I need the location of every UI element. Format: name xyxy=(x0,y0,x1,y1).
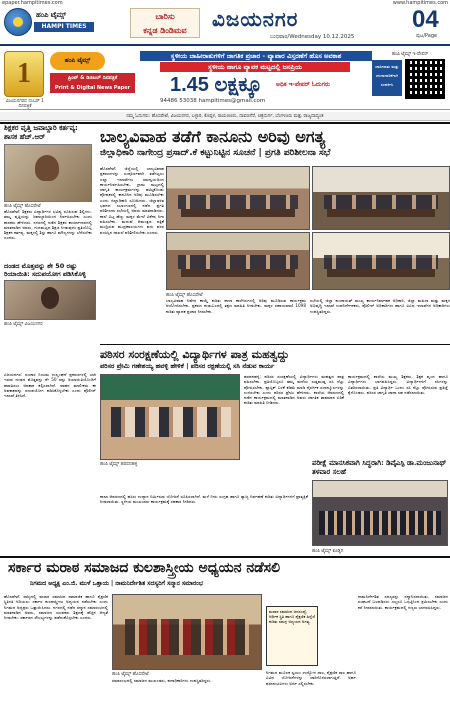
cmyk-marks-right xyxy=(414,707,446,714)
lead-photo-grid xyxy=(166,166,450,290)
hampi-times-logo-icon xyxy=(4,8,32,36)
lead-photo-3 xyxy=(166,232,310,290)
ad-readership-tail: ಅಧಿಕ ಇ-ಪೇಪರ್ ಓದುಗರು xyxy=(276,81,331,88)
fine-story-body: ವಿಜಯನಗರ: ಸಂಚಾರ ನಿಯಮ ಉಲ್ಲಂಘನೆ ಪ್ರಕರಣಗಳಲ್ಲಿ ಬಾಕಿ ಇರುವ ದಂಡದ ಮೊತ್ತವನ್ನು ಶೇ 50 ರಷ್ಟು ರಿಯಾಯಿತಿಯೊಂದಿಗೆ ಪಾವತಿಸಲು ಅವಕಾಶ ಕಲ್ಪಿಸಲಾಗಿದೆ. ವಾಹನ ಮಾಲೀಕರು ಈ ಅವಕಾಶವನ್ನು ಸದುಪಯೋಗ ಪಡಿಸಿಕೊಳ್ಳಬೇಕು ಎಂದು ಪೊಲೀಸ್ ಇಲಾಖೆ ತಿಳಿಸಿದೆ. xyxy=(4,372,96,399)
print-label-english: Print & Digital News Paper xyxy=(54,85,131,91)
tagline-line-2: ಕನ್ನಡ ಡಿಂಡಿಮವ xyxy=(143,25,187,35)
ad-headline-1: ಸ್ಥಳೀಯ ಜಾಹೀರಾತುಗಳಿಗೆ ಜಾಗತಿಕ ಪ್ರಚಾರ - ವ್ಯಾಪಾರ ವಿಸ್ತರಣೆಗೆ ಹೊಸ ಅವಕಾಶ xyxy=(140,51,372,61)
second-story-subhead: ಪರಿಸರ ಪ್ರೇಮಿ ಗಣೇಶಯ್ಯ ಹವಳ್ಳಿ ಹೇಳಿಕೆ | ಪರಿಸರ ರಕ್ಷಣೆಯಲ್ಲಿ ಸಸಿ ನೆಡುವ ಕಾರ್ಯ xyxy=(100,362,275,370)
second-story-column-2: ಕಾರ್ಯಕ್ರಮದಲ್ಲಿ ಶಾಲೆಯ ಮುಖ್ಯ ಶಿಕ್ಷಕರು, ಶಿಕ್ಷಕ ವೃಂದ ಹಾಗೂ ವಿದ್ಯಾರ್ಥಿಗಳು ಭಾಗವಹಿಸಿದ್ದರು. ವಿದ್ಯಾರ್ಥಿಗಳಿಗೆ ಸಸಿಗಳನ್ನು ವಿತರಿಸಲಾಯಿತು. ಪ್ರತಿ ವಿದ್ಯಾರ್ಥಿ ಒಂದು ಸಸಿ ನೆಟ್ಟು ಪೋಷಿಸುವ ಪ್ರತಿಜ್ಞೆ ಕೈಗೊಂಡರು. ಪರಿಸರ ಜಾಗೃತಿ ಜಾಥಾ ಸಹ ನಡೆಸಲಾಯಿತು. xyxy=(348,374,448,395)
epaper-url[interactable]: epaper.hampitimes.com xyxy=(2,0,63,6)
qr-code-icon[interactable] xyxy=(405,59,445,99)
masthead xyxy=(0,7,450,49)
lead-subhead: ಜಿಲ್ಲಾಧಿಕಾರಿ ನಾಗೇಂದ್ರ ಪ್ರಸಾದ್.ಕೆ ಕಟ್ಟುನಿಟ್ಟಿನ ಸೂಚನೆ | ಪ್ರಗತಿ ಪರಿಶೀಲನಾ ಸಭೆ xyxy=(100,148,331,158)
second-story-caption: ಹಂಪಿ ಟೈಮ್ಸ್ ಹರಪನಹಳ್ಳಿ xyxy=(100,462,138,467)
print-registration-footer xyxy=(0,706,450,714)
bottom-story-column-4: ನಾಮನಿರ್ದೇಶಿತ ಸದಸ್ಯರನ್ನು ಸನ್ಮಾನಿಸಲಾಯಿತು. ಸಮಾಜದ ಸಂಘಟನೆ ಬಲಪಡಿಸಲು ಎಲ್ಲರೂ ಒಗ್ಗಟ್ಟಿನಿಂದ ಶ್ರಮಿಸಬೇಕು ಎಂದು ಕರೆ ನೀಡಲಾಯಿತು. ಕಾರ್ಯಕ್ರಮದಲ್ಲಿ ಗಣ್ಯರು ಭಾಗವಹಿಸಿದ್ದರು. xyxy=(358,594,448,610)
lead-photo-4 xyxy=(312,232,450,290)
cmyk-marks-left xyxy=(4,707,36,714)
side-story-fine-discount[interactable] xyxy=(4,262,96,327)
side-story-body: ಹೊಸಪೇಟೆ: ಶಿಕ್ಷಕರು ವಿದ್ಯಾರ್ಥಿಗಳ ಭವಿಷ್ಯ ರೂಪಿಸುವ ಶಿಲ್ಪಿಗಳು. ತಮ್ಮ ವೃತ್ತಿಯನ್ನು ಜವಾಬ್ದಾರಿಯಿಂದ ನಿರ್ವಹಿಸಬೇಕು ಎಂದು ಶಾಸಕರು ಹೇಳಿದರು. ನಗರದಲ್ಲಿ ನಡೆದ ಶಿಕ್ಷಕರ ಕಾರ್ಯಾಗಾರದಲ್ಲಿ ಮಾತನಾಡಿದ ಅವರು, ಗುಣಮಟ್ಟದ ಶಿಕ್ಷಣ ನೀಡುವುದು ಪ್ರತಿಯೊಬ್ಬ ಶಿಕ್ಷಕನ ಕರ್ತವ್ಯ. ಮಕ್ಕಳಲ್ಲಿ ಶಿಸ್ತು ಹಾಗೂ ಮೌಲ್ಯಗಳನ್ನು ಬೆಳೆಸಬೇಕು ಎಂದರು. xyxy=(4,209,92,241)
dateline: ಬುಧವಾರ/Wednesday 10.12.2025 xyxy=(270,34,355,40)
masthead-tagline xyxy=(130,8,200,38)
bottom-story-column-1: ಹೊಸಪೇಟೆ: ರಾಜ್ಯದಲ್ಲಿ ಮರಾಠ ಸಮಾಜದ ಸಾಮಾಜಿಕ ಹಾಗೂ ಶೈಕ್ಷಣಿಕ ಸ್ಥಿತಿಗತಿ ಅರಿಯಲು ಸರ್ಕಾರ ಕುಲಶಾಸ್ತ್ರೀಯ ಅಧ್ಯಯನ ನಡೆಸಬೇಕು ಎಂದು ನಿಗಮದ ಅಧ್ಯಕ್ಷರು ಒತ್ತಾಯಿಸಿದರು. ನಗರದಲ್ಲಿ ನಡೆದ ಸನ್ಮಾನ ಸಮಾರಂಭದಲ್ಲಿ ಮಾತನಾಡಿದ ಅವರು, ಸಮಾಜದ ಯುವಕರು ಶಿಕ್ಷಣಕ್ಕೆ ಹೆಚ್ಚಿನ ಆದ್ಯತೆ ನೀಡಬೇಕು. ಸರ್ಕಾರದ ಸೌಲಭ್ಯಗಳನ್ನು ಪಡೆದುಕೊಳ್ಳಬೇಕು ಎಂದರು. xyxy=(4,594,108,621)
ad-headline-2: ಸ್ಥಳೀಯ ಹಾಗೂ ವ್ಯಾಪಕ ಮಟ್ಟದಲ್ಲಿ ಜನಪ್ರಿಯ xyxy=(160,62,350,72)
lead-body-column-3: ಸಭೆಯಲ್ಲಿ ಜಿಲ್ಲಾ ಪಂಚಾಯತ್ ಮುಖ್ಯ ಕಾರ್ಯನಿರ್ವಾಹಕ ಅಧಿಕಾರಿ, ಜಿಲ್ಲಾ ಮಹಿಳಾ ಮತ್ತು ಮಕ್ಕಳ ಅಭಿವೃದ್ಧಿ ಇಲಾಖೆ ಉಪನಿರ್ದೇಶಕರು, ಪೊಲೀಸ್ ಅಧಿಕಾರಿಗಳು ಹಾಗೂ ವಿವಿಧ ಇಲಾಖೆಗಳ ಅಧಿಕಾರಿಗಳು ಉಪಸ್ಥಿತರಿದ್ದರು. xyxy=(310,298,450,314)
lead-body-column-1: ಹೊಸಪೇಟೆ: ಜಿಲ್ಲೆಯಲ್ಲಿ ಬಾಲ್ಯವಿವಾಹ ಪ್ರಕರಣಗಳನ್ನು ಸಂಪೂರ್ಣವಾಗಿ ತಡೆಗಟ್ಟಲು ಎಲ್ಲಾ ಇಲಾಖೆಗಳು ಸಮನ್ವಯದಿಂದ ಕಾರ್ಯನಿರ್ವಹಿಸಬೇಕು. ಗ್ರಾಮ ಮಟ್ಟದಲ್ಲಿ ಜಾಗೃತಿ ಕಾರ್ಯಕ್ರಮಗಳನ್ನು ಹಮ್ಮಿಕೊಂಡು ಪೋಷಕರಲ್ಲಿ ಕಾನೂನಿನ ಅರಿವು ಮೂಡಿಸಬೇಕು ಎಂದು ಜಿಲ್ಲಾಧಿಕಾರಿ ಸೂಚಿಸಿದರು. ಜಿಲ್ಲಾಡಳಿತ ಭವನದ ಸಭಾಂಗಣದಲ್ಲಿ ನಡೆದ ಪ್ರಗತಿ ಪರಿಶೀಲನಾ ಸಭೆಯಲ್ಲಿ ಅವರು ಮಾತನಾಡಿದರು. ಶಾಲೆ ಬಿಟ್ಟ ಹೆಣ್ಣು ಮಕ್ಕಳ ಮೇಲೆ ವಿಶೇಷ ನಿಗಾ ವಹಿಸಬೇಕು. ಮದುವೆ ಆಮಂತ್ರಣ ಪತ್ರಿಕೆ ಮುದ್ರಿಸುವ ಮುದ್ರಣಾಲಯಗಳು ವಧು ವರರ ವಯಸ್ಸಿನ ದಾಖಲೆ ಪರಿಶೀಲಿಸಬೇಕು ಎಂದರು. xyxy=(100,166,164,235)
page-label: ಪುಟ/Page xyxy=(416,33,438,39)
second-story-photo xyxy=(100,374,240,460)
page-number: 04 xyxy=(412,6,439,33)
bottom-story-subhead: ನಿಗಮದ ಅಧ್ಯಕ್ಷ ಎಂ.ಜಿ. ಮುಳೆ ಒತ್ತಾಯ | ನಾಮನಿರ್ದೇಶಿತ ಸದಸ್ಯರಿಗೆ ಸನ್ಮಾನ ಸಮಾರಂಭ xyxy=(30,580,203,587)
ad-contact[interactable]: 94486 53038 hampitimes@gmail.com xyxy=(160,98,266,104)
lead-headline[interactable]: ಬಾಲ್ಯವಿವಾಹ ತಡೆಗೆ ಕಾನೂನು ಅರಿವು ಅಗತ್ಯ xyxy=(100,127,326,146)
event-story-caption: ಹಂಪಿ ಟೈಮ್ಸ್ ಕೂಡ್ಲಿಗಿ xyxy=(312,549,344,554)
event-story-headline[interactable]: ಪರೀಕ್ಷೆ ಮಾನಸಿಕವಾಗಿ ಸಿದ್ಧರಾಗಿ: ಡಿವೈಎಸ್ಪಿ ಡಾ.ಮಂಜುನಾಥ್ ತಳವಾರ ಸಲಹೆ xyxy=(312,458,447,476)
bottom-story-column-3: ನಿಗಮದ ಮೂಲಕ ಸ್ವಯಂ ಉದ್ಯೋಗ ಸಾಲ, ಶೈಕ್ಷಣಿಕ ಸಾಲ ಹಾಗೂ ವಿವಿಧ ಯೋಜನೆಗಳನ್ನು ಜಾರಿಗೊಳಿಸಲಾಗುತ್ತಿದೆ. ಅರ್ಹ ಫಲಾನುಭವಿಗಳು ಅರ್ಜಿ ಸಲ್ಲಿಸಬೇಕು. xyxy=(266,670,356,686)
number-one-badge: 1 xyxy=(4,51,44,97)
qr-side-note: ಜಾಹೀರಾತು ಮತ್ತು ಚಂದಾದಾರಿಕೆಗಾಗಿ ಸಂಪರ್ಕಿಸಿ xyxy=(372,60,402,96)
ad-brand-logo: ಹಂಪಿ ಟೈಮ್ಸ್ xyxy=(50,52,105,70)
second-story-rule xyxy=(100,344,450,345)
bottom-story-photo xyxy=(112,594,262,670)
bottom-story-caption: ಹಂಪಿ ಟೈಮ್ಸ್ ಹೊಸಪೇಟೆ xyxy=(112,672,149,677)
event-story-photo xyxy=(312,480,448,546)
fine-story-caption: ಹಂಪಿ ಟೈಮ್ಸ್ ವಿಜಯನಗರ xyxy=(4,322,43,327)
side-story-teachers[interactable] xyxy=(4,124,92,273)
fine-story-photo xyxy=(4,280,96,320)
masthead-rule xyxy=(0,44,450,46)
second-story-column-1: ಹರಪನಹಳ್ಳಿ: ಪರಿಸರ ಸಂರಕ್ಷಣೆಯಲ್ಲಿ ವಿದ್ಯಾರ್ಥಿಗಳು ಮಹತ್ವದ ಪಾತ್ರ ವಹಿಸಬೇಕು. ಪ್ರತಿಯೊಬ್ಬರೂ ತಮ್ಮ ಮನೆಯ ಸುತ್ತಮುತ್ತ ಸಸಿ ನೆಟ್ಟು ಪೋಷಿಸಬೇಕು. ಪ್ಲಾಸ್ಟಿಕ್ ಬಳಕೆ ಕಡಿಮೆ ಮಾಡಿ ನೈಸರ್ಗಿಕ ಸಂಪನ್ಮೂಲಗಳನ್ನು ಉಳಿಸಬೇಕು ಎಂದು ಪರಿಸರ ಪ್ರೇಮಿ ಹೇಳಿದರು. ಶಾಲೆಯ ಆವರಣದಲ್ಲಿ ನಡೆದ ಕಾರ್ಯಕ್ರಮದಲ್ಲಿ ಮಾತನಾಡಿದ ಅವರು ಜಾಗತಿಕ ತಾಪಮಾನ ಏರಿಕೆ ಕುರಿತು ಮಾಹಿತಿ ನೀಡಿದರು. xyxy=(244,374,344,406)
second-story-column-3: ಶಾಲಾ ಆವರಣದಲ್ಲಿ ಹಸಿರು ಉದ್ಯಾನ ನಿರ್ಮಿಸುವ ಯೋಜನೆ ರೂಪಿಸಲಾಗಿದೆ. ಮಳೆ ನೀರು ಸಂಗ್ರಹ ಹಾಗೂ ತ್ಯಾಜ್ಯ ನಿರ್ವಹಣೆ ಕುರಿತು ವಿದ್ಯಾರ್ಥಿಗಳಿಗೆ ಪ್ರಾತ್ಯಕ್ಷಿಕೆ ನೀಡಲಾಯಿತು. ಸ್ಥಳೀಯ ಮುಖಂಡರು ಕಾರ್ಯಕ್ರಮಕ್ಕೆ ಸಹಕಾರ ನೀಡಿದರು. xyxy=(100,494,308,505)
second-story-headline[interactable]: ಪಠಿಸರ ಸಂರಕ್ಷಣೆಯಲ್ಲಿ ವಿದ್ಯಾರ್ಥಿಗಳ ಪಾತ್ರ ಮಹತ್ವದ್ದು xyxy=(100,348,290,361)
tagline-line-1: ಬಾರಿಸು xyxy=(155,11,175,21)
qr-caption: ಹಂಪಿ ಟೈಮ್ಸ್ ಇ-ಪೇಪರ್ xyxy=(391,52,429,57)
side-story-photo xyxy=(4,144,92,202)
fine-story-body-block xyxy=(4,370,96,484)
lead-body-column-2: ಬಾಲ್ಯವಿವಾಹ ನಿಷೇಧ ಕಾಯ್ದೆ ಕುರಿತು ಶಾಲಾ ಕಾಲೇಜುಗಳಲ್ಲಿ ಅರಿವು ಮೂಡಿಸುವ ಕಾರ್ಯಕ್ರಮ ಆಯೋಜಿಸಬೇಕು. ಪ್ರಕರಣ ಕಂಡುಬಂದಲ್ಲಿ ತಕ್ಷಣ ಮಾಹಿತಿ ನೀಡಬೇಕು. ಮಕ್ಕಳ ಸಹಾಯವಾಣಿ 1098 ಕುರಿತು ವ್ಯಾಪಕ ಪ್ರಚಾರ ನೀಡಬೇಕು. xyxy=(166,298,306,314)
ad-readership-figure: 1.45 ಲಕ್ಷಕ್ಕೂ xyxy=(170,74,262,96)
side-story-caption: ಹಂಪಿ ಟೈಮ್ಸ್ ಹೊಸಪೇಟೆ xyxy=(4,204,41,209)
print-digital-label xyxy=(50,73,135,93)
website-url[interactable]: www.hampitimes.com xyxy=(392,0,448,6)
ad-footline: ನಮ್ಮ ಓದುಗರು: ಹೊಸಪೇಟೆ, ವಿಜಯನಗರ, ಬಳ್ಳಾರಿ, ಕೊಪ್ಪಳ, ರಾಯಚೂರು, ದಾವಣಗೆರೆ, ಚಿತ್ರದುರ್ಗ, ಬೆಂಗಳೂರು ಮತ್ತು ರಾಜ್ಯದಾದ್ಯಂತ xyxy=(0,112,450,121)
lead-photo-caption: ಹಂಪಿ ಟೈಮ್ಸ್ ಹೊಸಪೇಟೆ xyxy=(166,293,203,298)
advertisement-band[interactable] xyxy=(0,48,450,119)
side-story-title: ಶಿಕ್ಷಕರ ವೃತ್ತಿ ಜವಾಬ್ದಾರಿ ಕರ್ತವ್ಯ: ಶಾಸಕ ಹೆಚ್.ಆರ್ xyxy=(4,124,78,141)
bottom-story-headline[interactable]: ಸರ್ಕಾರ ಮರಾಠ ಸಮಾಜದ ಕುಲಶಾಸ್ತ್ರೀಯ ಅಧ್ಯಯನ ನಡೆಸಲಿ xyxy=(8,560,281,576)
fine-story-title: ದಂಡದ ಮೊತ್ತವನ್ನು ಶೇ 50 ರಷ್ಟು ರಿಯಾಯಿತಿ: ಸದುಪಯೋಗ ಪಡಿಸಿಕೊಳ್ಳಿ xyxy=(4,262,86,278)
print-label-kannada: ಪ್ರಿಂಟ್ & ಡಿಜಿಟಲ್ ದಿನಪತ್ರಿಕೆ xyxy=(67,75,118,81)
bottom-story-column-2: ಸಮಾರಂಭದಲ್ಲಿ ಸಮಾಜದ ಮುಖಂಡರು, ಪದಾಧಿಕಾರಿಗಳು ಉಪಸ್ಥಿತರಿದ್ದರು. xyxy=(112,678,212,683)
edition-city: ವಿಜಯನಗರ xyxy=(212,7,299,31)
brand-name-kannada: ಹಂಪಿ ಟೈಮ್ಸ್ xyxy=(36,11,67,19)
lead-photo-2 xyxy=(312,166,450,230)
bottom-story-highlight-box: ಮರಾಠ ಸಮಾಜದ ಜನಸಂಖ್ಯೆ, ಆರ್ಥಿಕ ಸ್ಥಿತಿ ಹಾಗೂ ಶೈಕ್ಷಣಿಕ ಹಿನ್ನೆಲೆ ಕುರಿತು ಸಮಗ್ರ ಅಧ್ಯಯನ ಅಗತ್ಯ. xyxy=(266,606,318,666)
top-url-strip xyxy=(0,0,450,7)
badge-caption: ವಿಜಯನಗರದ ನಂಬರ್ 1 ದಿನಪತ್ರಿಕೆ xyxy=(5,99,45,109)
brand-name-english: HAMPI TIMES xyxy=(34,22,94,32)
lead-photo-1 xyxy=(166,166,310,230)
